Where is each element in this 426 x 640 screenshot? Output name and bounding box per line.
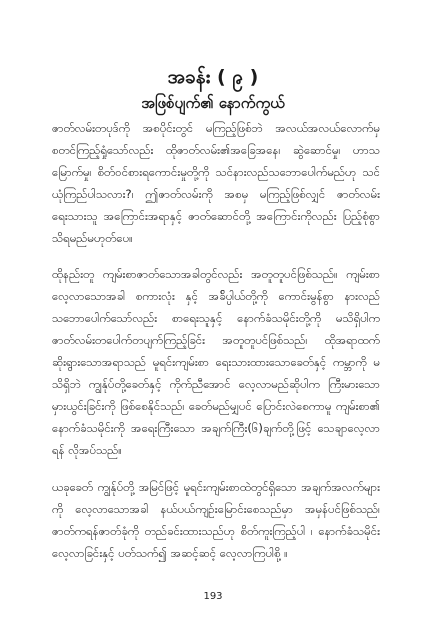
chapter-title: အခန်း ( ၉ ) (167, 66, 259, 88)
body-paragraph: ယခုခေတ် ကျွန်ုပ်တို့ အမြင်ဖြင့် မူရင်းကျမ်းစာထဲတွင်ရှိသော အချက်အလက်များကို လေ့လာသောအခါ နယ်ပယ်ကျဉ်းမြောင်းစေသည်မှာ အမှန်ပင်ဖြစ်သည်၊ ဇာတ်ကရန်ဇာတ်ခုံကို တည်ခင်းထားသည်ဟု စိတ်ကူးကြည့်ပါ ၊ နောက်ခံသမိုင်းလေ့လာခြင်းနှင့် ပတ်သက်၍ အဆင့်ဆင့် လေ့လာကြပါစို့ ။ (52, 480, 380, 560)
body-paragraph: ထိုနည်းတူ ကျမ်းစာဇာတ်သောအခါတွင်လည်း အတူတူပင်ဖြစ်သည်။ ကျမ်းစာလေ့လာသောအခါ စကားလုံး နှင့် အခ်ိပ္ပါယ်တို့ကို ကောင်းမွန်စွာ နားလည်သဘောပေါက်သော်လည်း စာရေးသူနှင့် နောက်ခံသမိုင်းတို့ကို မသိရှိပါက ဇာတ်လမ်းတပေါက်တပျက်ကြည့်ခြင်း အတူတူပင်ဖြစ်သည်၊ ထိုအရာထက် ဆိုးရွားသောအရာသည် မူရင်းကျမ်းစာ ရေးသားထားသောခေတ်နှင့် ကမ္ဘာကို မသိရှိဘဲ ကျွန်ုပ်တို့ခေတ်နှင့် ကိုက်ညီအောင် လေ့လာမည်ဆိုပါက ကြီးမားသော မှားယွင်းခြင်းကို ဖြစ်စေနိုင်သည်၊ ခေတ်မည်မျှပင် ပြောင်းလဲစေကာမူ ကျမ်းစာ၏ နောက်ခံသမိုင်းကို အရေးကြီးသော အချက်ကြီး(၆)ချက်တို့ဖြင့် သေချာလေ့လာရန် လိုအပ်သည်။ (52, 267, 380, 457)
chapter-subtitle: အဖြစ်ပျက်၏ နောက်ကွယ် (141, 94, 285, 112)
page-number: 193 (203, 591, 223, 602)
body-paragraph: ဇာတ်လမ်းတပုဒ်ကို အစပိုင်းတွင် မကြည့်ဖြစ်ဘဲ အလယ်အလယ်လောက်မှ စတင်ကြည့်ရှုံသော်လည်း ထိုဇာတ်လမ်း၏အခြေအနေ၊ ဆွဲဆောင်မှု၊ ဟာသမြောက်မှု၊ စိတ်ဝင်စားရကောင်းမှုတို့ကို သင်နားလည်သဘောပေါက်မည်ဟု သင်ယုံကြည်ပါသလား?၊ ဤဇာတ်လမ်းကို အစမှ မကြည့်ဖြစ်လျှင် ဇာတ်လမ်းရေးသားသူ အကြောင်းအရာနှင့် ဇာတ်ဆောင်တို့ အကြောင်းကိုလည်း ပြည့်စုံစွာ သိရမည်မဟုတ်ပေ။ (52, 121, 380, 245)
